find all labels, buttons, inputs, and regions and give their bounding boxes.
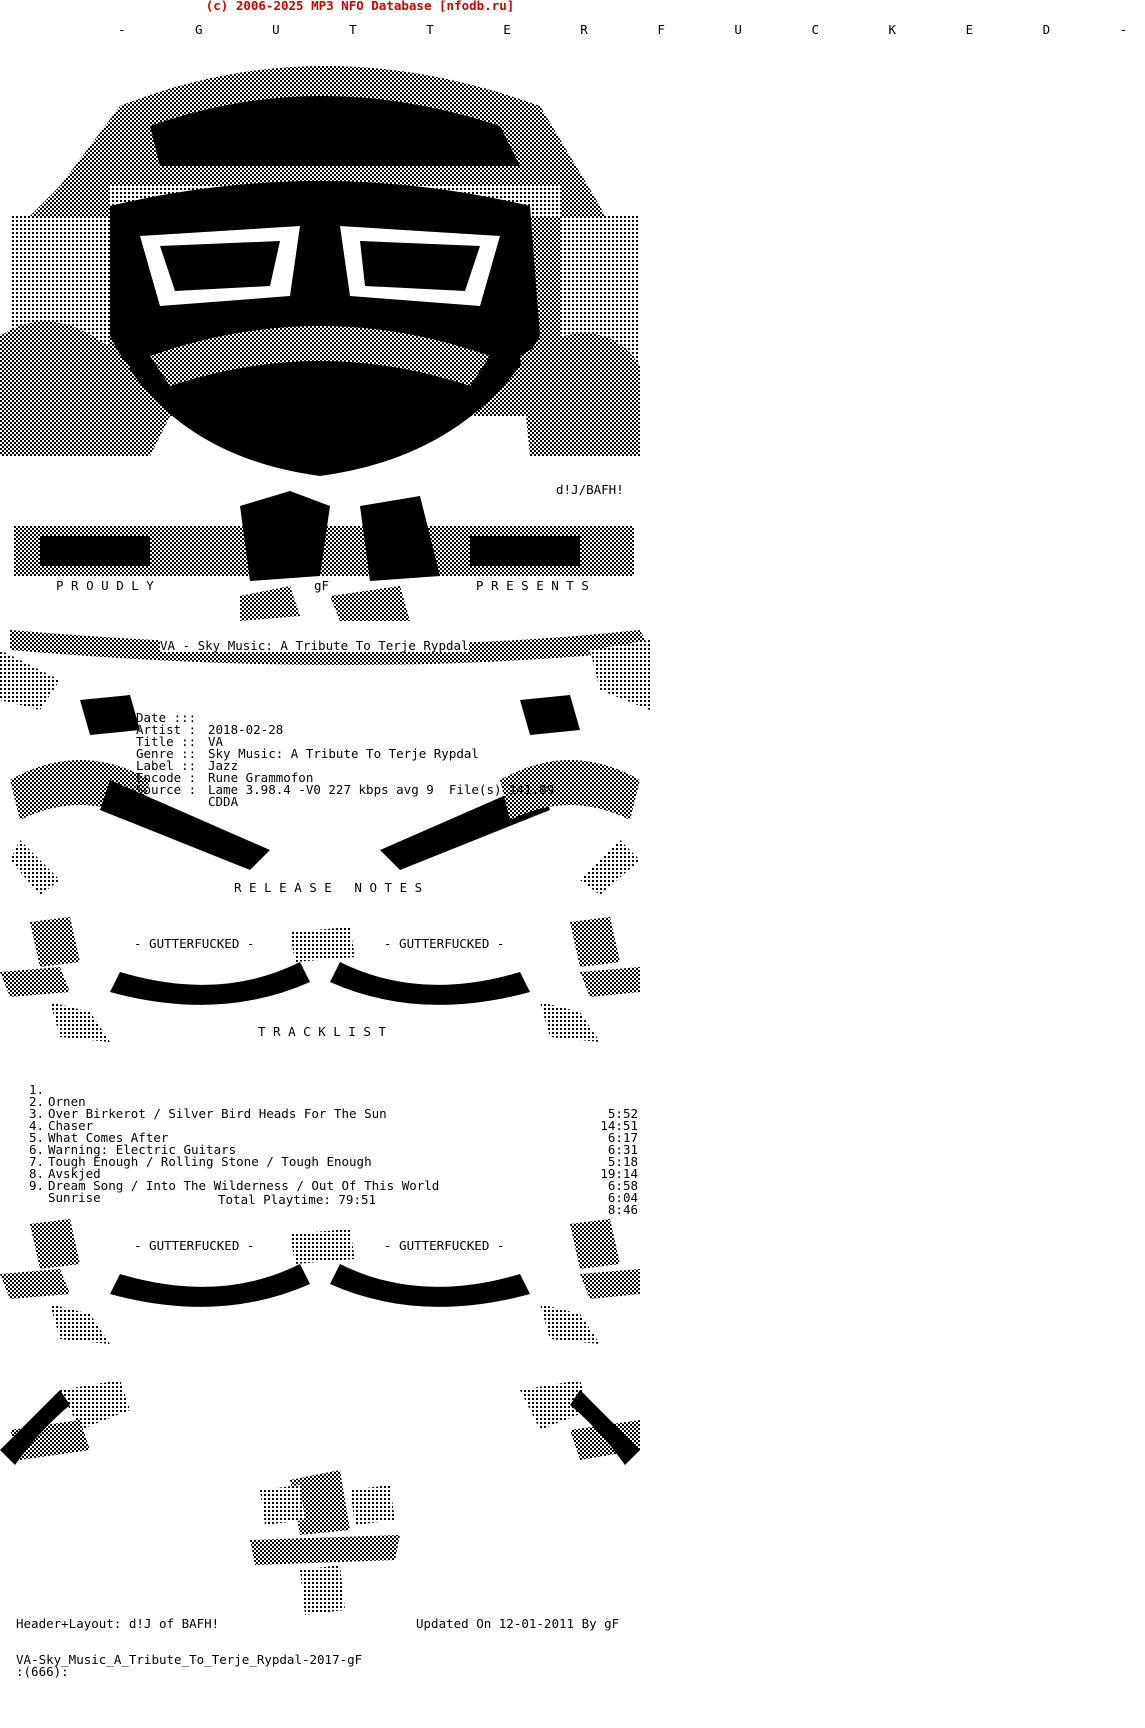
divider-label-right: - GUTTERFUCKED - <box>384 1238 505 1253</box>
group-tag: gF <box>314 578 330 593</box>
track-length: 6:31 <box>607 1142 638 1157</box>
track-title: Avskjed <box>48 1166 101 1181</box>
info-value: Sky Music: A Tribute To Terje Rypdal <box>208 746 479 761</box>
track-number: 2. <box>28 1094 44 1109</box>
smiley: :(666): <box>16 1664 69 1679</box>
updated-line: Updated On 12-01-2011 By gF <box>416 1616 620 1631</box>
track-number: 9. <box>28 1178 44 1193</box>
copyright-line: (c) 2006-2025 MP3 NFO Database [nfodb.ru] <box>205 0 515 13</box>
track-number: 8. <box>28 1166 44 1181</box>
track-number: 4. <box>28 1118 44 1133</box>
info-value: Rune Grammofon <box>208 770 314 785</box>
track-title: Ornen <box>48 1094 86 1109</box>
release-filename: VA-Sky_Music_A_Tribute_To_Terje_Rypdal-2017-gF <box>16 1652 363 1667</box>
track-number: 6. <box>28 1142 44 1157</box>
track-length: 19:14 <box>600 1166 638 1181</box>
ascii-footer-ornament <box>0 1370 720 1620</box>
info-key: Genre :: <box>136 746 197 761</box>
divider-label-left: - GUTTERFUCKED - <box>134 1238 255 1253</box>
info-value: VA <box>208 734 224 749</box>
total-playtime: Total Playtime: 79:51 <box>218 1192 377 1207</box>
track-title: Sunrise <box>48 1190 101 1205</box>
release-notes-heading: R E L E A S E N O T E S <box>234 880 423 895</box>
track-length: 14:51 <box>600 1118 638 1133</box>
ascii-face-art <box>0 36 720 656</box>
track-number: 7. <box>28 1154 44 1169</box>
track-title: What Comes After <box>48 1130 169 1145</box>
track-title: Tough Enough / Rolling Stone / Tough Enough <box>48 1154 372 1169</box>
info-key: Title :: <box>136 734 197 749</box>
layout-credit: Header+Layout: d!J of BAFH! <box>16 1616 220 1631</box>
group-banner: - G U T T E R F U C K E D - <box>118 22 1145 37</box>
info-value: 2018-02-28 <box>208 722 284 737</box>
track-number: 3. <box>28 1106 44 1121</box>
track-length: 6:17 <box>607 1130 638 1145</box>
track-title: Chaser <box>48 1118 94 1133</box>
ascii-divider-ornament <box>0 1214 720 1354</box>
track-number: 1. <box>28 1082 44 1097</box>
info-key: Artist : <box>136 722 197 737</box>
info-key: Label :: <box>136 758 197 773</box>
track-length: 6:04 <box>607 1190 638 1205</box>
track-length: 5:52 <box>607 1106 638 1121</box>
release-heading: VA - Sky Music: A Tribute To Terje Rypdal <box>160 638 469 653</box>
track-title: Over Birkerot / Silver Bird Heads For The Sun <box>48 1106 387 1121</box>
ascii-artist-signature: d!J/BAFH! <box>556 482 624 497</box>
divider-label-right: - GUTTERFUCKED - <box>384 936 505 951</box>
track-length: 5:18 <box>607 1154 638 1169</box>
track-length: 8:46 <box>607 1202 638 1217</box>
info-key: Encode : <box>136 770 197 785</box>
info-key: Date ::: <box>136 710 197 725</box>
proudly-label: P R O U D L Y <box>56 578 154 593</box>
track-number: 5. <box>28 1130 44 1145</box>
track-title: Dream Song / Into The Wilderness / Out Of This World <box>48 1178 440 1193</box>
info-value: Jazz <box>208 758 239 773</box>
divider-label-left: - GUTTERFUCKED - <box>134 936 255 951</box>
tracklist-heading: T R A C K L I S T <box>258 1024 386 1039</box>
info-key: Source : <box>136 782 197 797</box>
info-value: CDDA <box>208 794 239 809</box>
info-value: Lame 3.98.4 -V0 227 kbps avg 9 File(s) 141.09 <box>208 782 555 797</box>
presents-label: P R E S E N T S <box>476 578 589 593</box>
track-length: 6:58 <box>607 1178 638 1193</box>
track-title: Warning: Electric Guitars <box>48 1142 237 1157</box>
